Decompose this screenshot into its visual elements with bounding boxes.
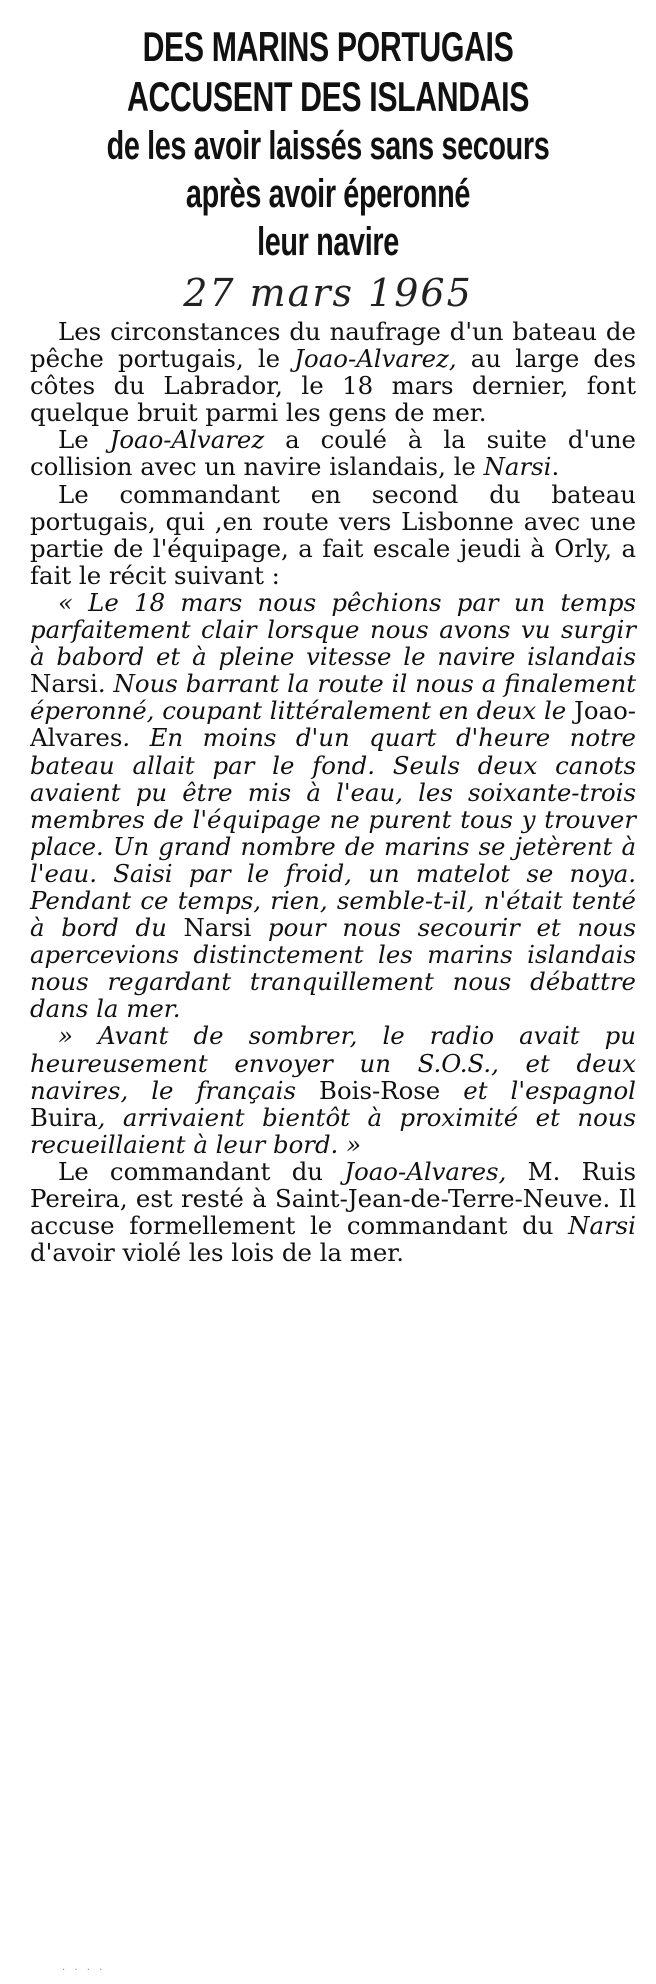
p5-ship-bois-rose: Bois-Rose	[319, 1075, 441, 1105]
headline-line-4: après avoir éperonné	[185, 172, 471, 216]
headline-line-5: leur navire	[257, 220, 399, 264]
p4-text-c: . Nous barrant la route il nous a finalement éperonné, coupant littéralement en deux le	[30, 669, 636, 726]
p2-ship-name: Joao-Alvarez	[109, 425, 265, 455]
p5-text-e: , arrivaient bientôt à proximité et nous recueillaient à leur bord. »	[30, 1102, 636, 1159]
p4-text-a: « Le 18 mars nous pêchions par un temps parfaitement clair lorsque nous avons vu surgir à babord et à pleine vitesse le navire islandais	[30, 587, 636, 672]
p1-text-a: Les circonstances du naufrage d'un bateau de pêche portugais, le	[30, 317, 636, 374]
p6-text-c: M. Ruis Pereira, est resté à Saint-Jean-de-Terre-Neuve. Il accuse formellement le commandant du	[30, 1156, 636, 1241]
headline-line-2: ACCUSENT DES ISLANDAIS	[126, 73, 530, 120]
p5-text-a: » Avant de sombrer, le radio avait pu heureusement envoyer un S.O.S., et deux navires, le français	[30, 1021, 636, 1105]
paragraph-1	[30, 318, 636, 426]
p1-ship-name: Joao-Alvarez,	[294, 344, 457, 374]
p2-text-c: a coulé à la suite d'une collision avec un navire islandais, le	[30, 425, 636, 482]
paragraph-6	[30, 1158, 636, 1266]
p2-ship-narsi: Narsi	[483, 452, 552, 482]
p5-text-c: et l'espagnol	[440, 1075, 636, 1105]
paragraph-2	[30, 426, 636, 480]
p4-ship-narsi-2: Narsi	[183, 913, 252, 943]
paragraph-3: Le commandant en second du bateau portugais, qui ,en route vers Lisbonne avec une partie de l'équipage, a fait escale jeudi à Orly, a fait le récit suivant :	[30, 479, 636, 590]
headline	[0, 0, 656, 266]
p4-text-e: . En moins d'un quart d'heure notre bateau allait par le fond. Seuls deux canots avaient pu être mis à l'eau, les soixante-trois membres de l'équipage ne purent tous y trouver place. Un grand nombre de marins se jetèrent à l'eau. Saisi par le froid, un matelot se noya. Pendant ce temps, rien, semble-t-il, n'était tenté à bord du	[30, 723, 636, 943]
p4-ship-narsi: Narsi	[30, 669, 98, 699]
footer-marks: . . . .	[62, 1962, 106, 1973]
paragraph-5-quote	[30, 1022, 636, 1157]
article-body	[30, 318, 636, 1266]
p6-text-e: d'avoir violé les lois de la mer.	[30, 1238, 405, 1268]
headline-line-3: de les avoir laissés sans secours	[106, 124, 550, 168]
p4-text-g: pour nous secourir et nous apercevions distinctement les marins islandais nous regardant tranquillement nous débattre dans la mer.	[30, 913, 636, 1024]
p4-ship-joao: Joao-Alvares	[30, 696, 636, 753]
paragraph-4-quote	[30, 589, 636, 1023]
headline-line-1: DES MARINS PORTUGAIS	[142, 23, 514, 70]
p6-ship-narsi: Narsi	[568, 1211, 636, 1241]
p5-ship-buira: Buira	[30, 1102, 98, 1132]
p6-text-a: Le commandant du	[58, 1156, 345, 1186]
p1-text-c: au large des côtes du Labrador, le 18 mars dernier, font quelque bruit parmi les gens de mer.	[30, 344, 636, 428]
p2-text-a: Le	[58, 425, 110, 455]
handwritten-date: 27 mars 1965	[183, 271, 473, 315]
p6-ship-joao: Joao-Alvares,	[344, 1156, 507, 1186]
p2-text-e: .	[551, 452, 560, 482]
